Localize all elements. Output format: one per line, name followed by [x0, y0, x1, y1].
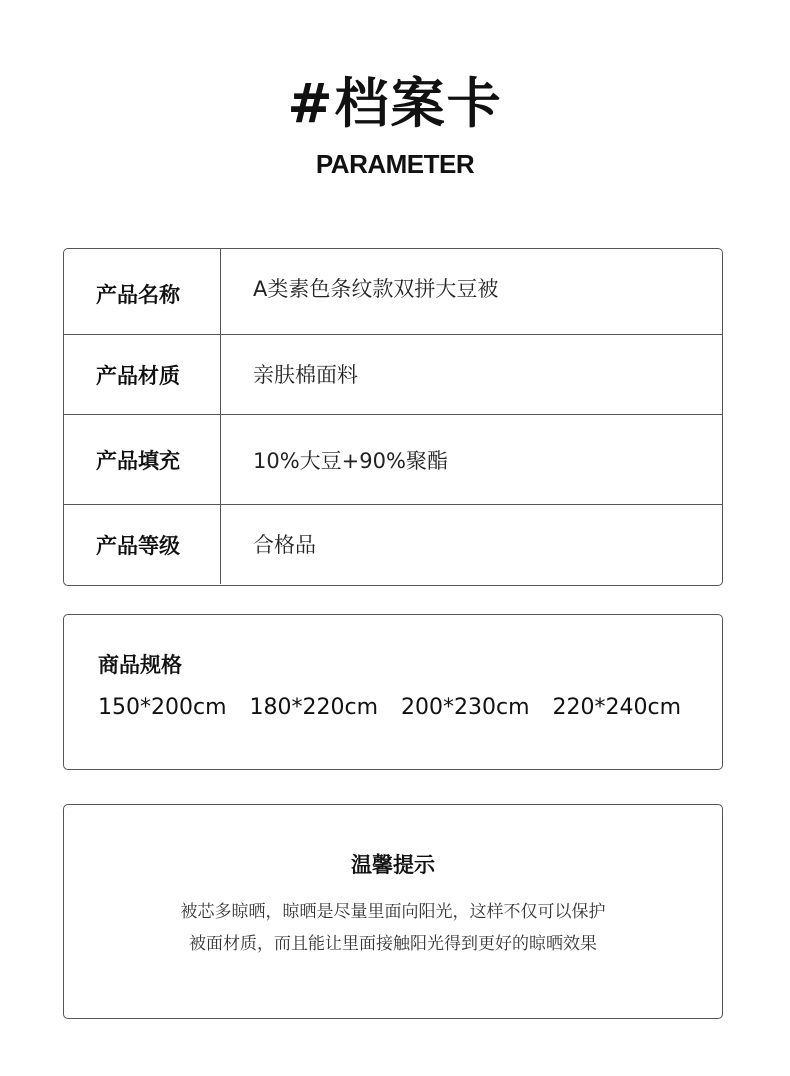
spec-size-item: 180*220cm	[249, 695, 379, 720]
spec-size-item: 150*200cm	[98, 695, 227, 720]
tip-text-line: 被芯多晾晒，晾晒是尽量里面向阳光，这样不仅可以保护	[180, 902, 606, 922]
table-row	[64, 335, 722, 415]
spec-size-list	[98, 695, 697, 720]
row-value-material: 亲肤棉面料	[253, 363, 358, 387]
tip-title: 温馨提示	[351, 853, 435, 877]
table-row	[64, 505, 722, 584]
row-value-filling: 10%大豆+90%聚酯	[253, 448, 448, 473]
row-label-grade: 产品等级	[64, 505, 221, 584]
spec-title: 商品规格	[98, 653, 182, 677]
spec-box	[63, 614, 723, 770]
row-value-product-name: A类素色条纹款双拼大豆被	[253, 277, 499, 301]
tip-text-line: 被面材质，而且能让里面接触阳光得到更好的晾晒效果	[189, 934, 597, 954]
row-value-grade: 合格品	[253, 533, 316, 557]
tip-box	[63, 804, 723, 1019]
page-subtitle: PARAMETER	[315, 149, 475, 179]
parameter-table	[63, 248, 723, 586]
spec-size-item: 200*230cm	[401, 695, 530, 720]
row-label-product-name: 产品名称	[64, 249, 221, 334]
page-title: #档案卡	[287, 72, 503, 135]
page-header	[0, 62, 790, 182]
row-label-filling: 产品填充	[64, 415, 221, 504]
row-label-material: 产品材质	[64, 335, 221, 414]
table-row	[64, 249, 722, 335]
table-row	[64, 415, 722, 505]
spec-size-item: 220*240cm	[552, 695, 682, 720]
